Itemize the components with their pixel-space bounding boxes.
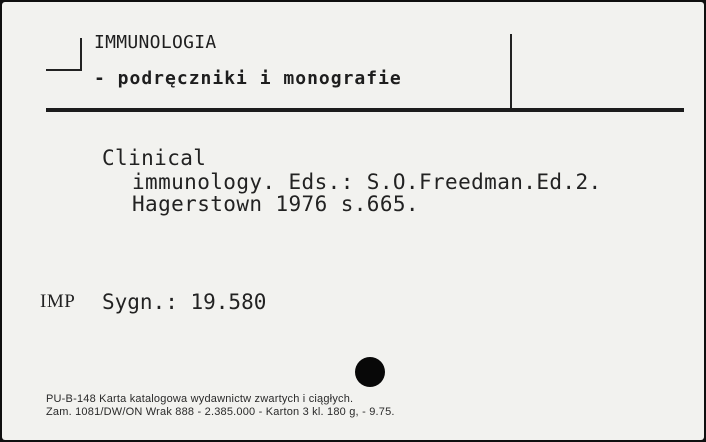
subject-heading: IMMUNOLOGIA [94,32,217,53]
heading-rule [46,108,684,112]
shelf-signature: Sygn.: 19.580 [102,290,267,314]
punch-hole [355,357,385,387]
subject-subheading: - podręczniki i monografie [94,68,402,89]
heading-box-divider [510,34,512,110]
catalog-card [2,2,704,440]
entry-imprint-line: Hagerstown 1976 s.665. [132,192,419,216]
entry-editors-line: immunology. Eds.: S.O.Freedman.Ed.2. [132,170,602,194]
corner-mark-vertical [80,38,82,70]
entry-title-line: Clinical [102,146,207,170]
printer-footer-line-1: PU-B-148 Karta katalogowa wydawnictw zwartych i ciągłych. [46,393,354,405]
corner-mark-horizontal [46,69,82,71]
signature-prefix: IMP [40,291,76,312]
printer-footer-line-2: Zam. 1081/DW/ON Wrak 888 - 2.385.000 - Karton 3 kl. 180 g, - 9.75. [46,406,395,418]
